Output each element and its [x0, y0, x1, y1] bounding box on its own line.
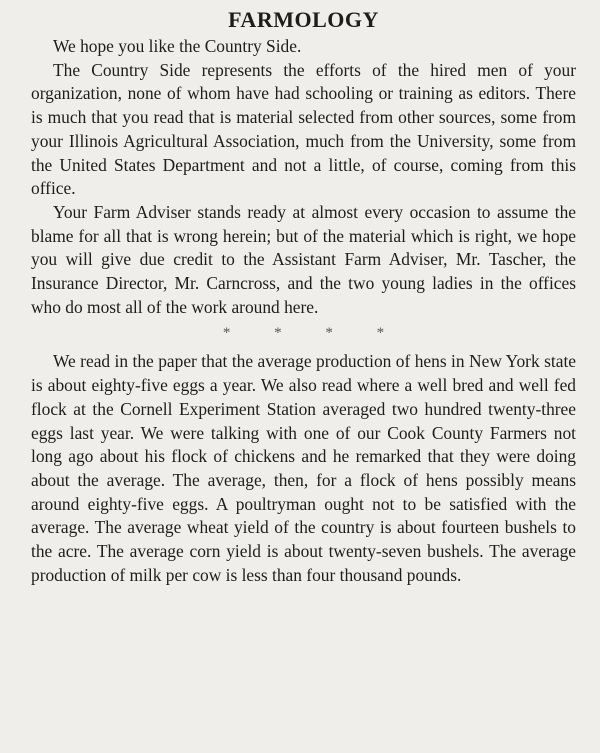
section-separator: * * * *: [222, 325, 405, 342]
article-title: FARMOLOGY: [228, 7, 379, 32]
paragraph-egg-production: We read in the paper that the average production of hens in New York state is about eighty-five eggs a year. We also read where a well bred and well fed flock at the Cornell Experiment Station averaged two hundred twenty-three eggs last year. We were talking with one of our Cook County Farmers not long ago about his flock of chickens and he remarked that they were doing about the average. The average, then, for a flock of hens possibly means around eighty-five eggs. A poultryman ought not to be satisfied with the average. The average wheat yield of the country is about fourteen bushels to the acre. The average corn yield is about twenty-seven bushels. The average production of milk per cow is less than four thousand pounds.: [31, 351, 576, 585]
paragraph-country-side: The Country Side represents the efforts of the hired men of your organization, none of whom have had schooling or training as editors. There is much that you read that is material selected from other sources, some from your Illinois Agricultural Association, much from the University, some from the United States Department and not a little, of course, coming from this office.: [31, 59, 576, 199]
paragraph-intro: We hope you like the Country Side.: [53, 36, 302, 56]
paragraph-farm-adviser: Your Farm Adviser stands ready at almost every occasion to assume the blame for all that is wrong herein; but of the material which is right, we hope you will give due credit to the Assistant Farm Adviser, Mr. Tascher, the Insurance Director, Mr. Carncross, and the two young ladies in the offices who do most all of the work around here.: [31, 201, 576, 317]
